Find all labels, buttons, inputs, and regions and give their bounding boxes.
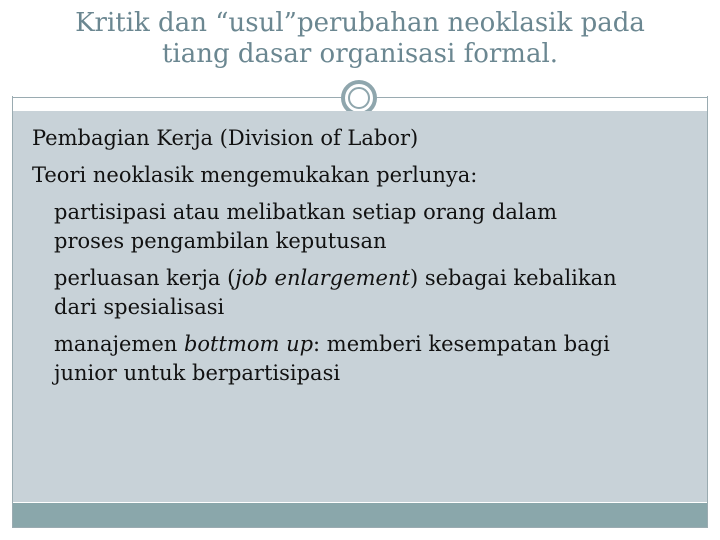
bullet-text: partisipasi atau melibatkan setiap orang dalam xyxy=(54,200,558,224)
title-line-2: tiang dasar organisasi formal. xyxy=(161,39,559,69)
bullet-item xyxy=(32,198,692,256)
bullet-text-continuation: dari spesialisasi xyxy=(54,295,225,319)
title-line-1: Kritik dan “usul”perubahan neoklasik pada xyxy=(75,8,645,38)
bullet-emphasis: bottmom up xyxy=(183,332,314,356)
bullet-text: perluasan kerja ( xyxy=(54,266,236,290)
bullet-text: : memberi kesempatan bagi xyxy=(313,332,610,356)
body-heading-line: Pembagian Kerja (Division of Labor) xyxy=(32,126,419,150)
bullet-text: ) sebagai kebalikan xyxy=(409,266,617,290)
bottom-accent-bar xyxy=(13,503,707,527)
bullet-text: manajemen xyxy=(54,332,184,356)
body-intro-line: Teori neoklasik mengemukakan perlunya: xyxy=(32,163,478,187)
bullet-text-continuation: proses pengambilan keputusan xyxy=(54,229,387,253)
slide-body xyxy=(32,124,692,396)
slide-title xyxy=(12,0,708,70)
bullet-text-continuation: junior untuk berpartisipasi xyxy=(54,361,341,385)
bullet-item xyxy=(32,264,692,322)
bullet-emphasis: job enlargement xyxy=(235,266,410,290)
bullet-item xyxy=(32,330,692,388)
